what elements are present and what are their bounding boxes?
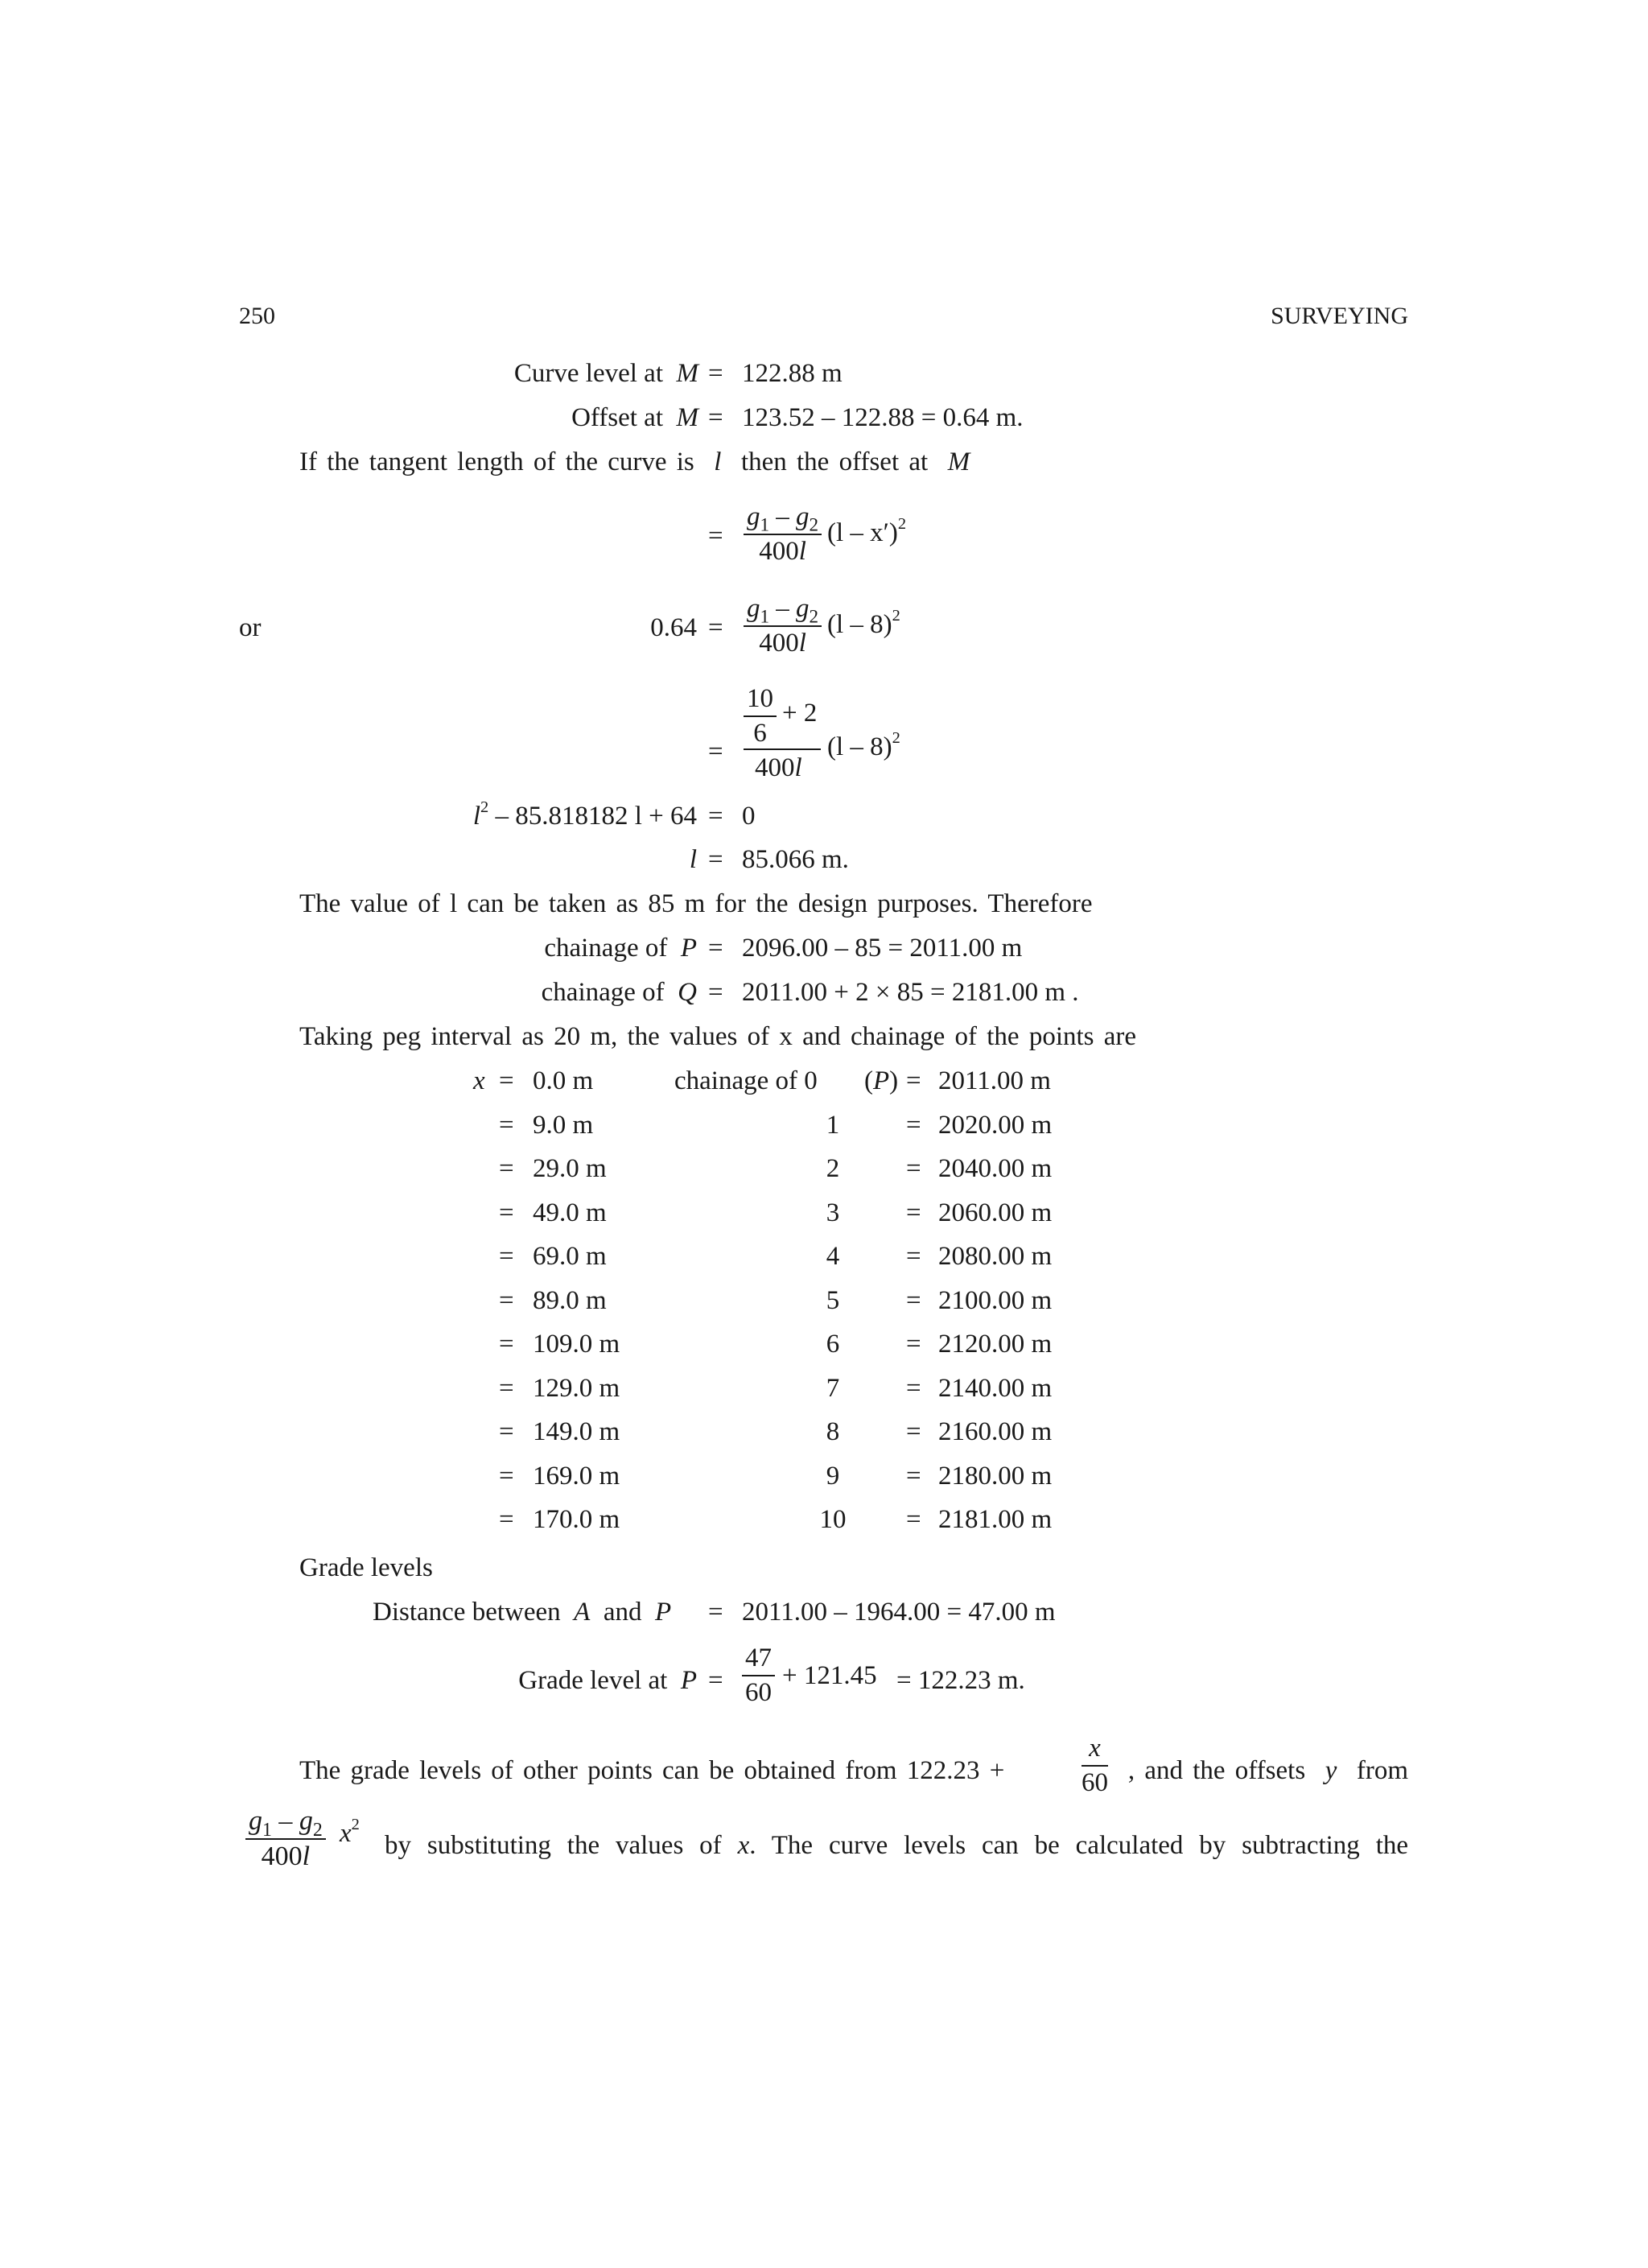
lhs-064: 0.64 xyxy=(650,613,697,642)
plus-two: + 2 xyxy=(782,699,818,728)
peg-x-value: 109.0 m xyxy=(533,1330,620,1359)
peg-point: 4 xyxy=(826,1242,840,1271)
peg-point: 5 xyxy=(826,1286,840,1315)
peg-point: 7 xyxy=(826,1374,840,1403)
factor-l-minus-8: (l – 8)$^2$ xyxy=(827,728,900,761)
peg-point: 3 xyxy=(826,1198,840,1227)
offset-value: 123.52 – 122.88 = 0.64 m. xyxy=(742,403,1024,432)
offset-label: Offset at M xyxy=(571,403,698,432)
factor-l-minus-8: (l – 8)$^2$ xyxy=(827,606,900,639)
tangent-intro: If the tangent length of the curve is l then the offset at M xyxy=(299,447,970,476)
plus-121-45: + 121.45 xyxy=(782,1661,877,1690)
eq-sign: = xyxy=(499,1154,514,1183)
peg-chainage-value: 2120.00 m xyxy=(938,1330,1053,1359)
eq-sign: = xyxy=(708,845,723,874)
page-number: 250 xyxy=(239,303,275,329)
paragraph-line-1: The grade levels of other points can be obtained from 122.23 + xyxy=(299,1756,1005,1785)
peg-x-value: 69.0 m xyxy=(533,1242,607,1271)
l-value: 85.066 m. xyxy=(742,845,849,874)
peg-point: (P) xyxy=(864,1066,899,1095)
peg-point: 1 xyxy=(826,1111,840,1140)
eq-sign: = xyxy=(499,1330,514,1359)
peg-chainage-value: 2140.00 m xyxy=(938,1374,1053,1403)
peg-point: 10 xyxy=(819,1505,847,1534)
chainage-P-value: 2096.00 – 85 = 2011.00 m xyxy=(742,934,1023,963)
peg-x-value: 149.0 m xyxy=(533,1417,620,1446)
ten-sixths: $\frac{10}{6}$ xyxy=(744,686,777,747)
eq-sign: = xyxy=(708,359,723,388)
peg-chainage-value: 2180.00 m xyxy=(938,1462,1053,1491)
curve-level-value: 122.88 m xyxy=(742,359,843,388)
eq-sign: = xyxy=(708,737,723,766)
eq-sign: = xyxy=(708,403,723,432)
eq-sign: = xyxy=(906,1066,921,1095)
paragraph-line-1-end: , and the offsets y from xyxy=(1127,1756,1408,1785)
eq-sign: = xyxy=(708,1598,723,1627)
quadratic-rhs: 0 xyxy=(742,802,756,831)
eq-sign: = xyxy=(708,978,723,1007)
formula-fraction: $\frac{g_1 - g_2}{400l}$ xyxy=(744,504,822,565)
or-label: or xyxy=(239,613,262,642)
chainage-Q-value: 2011.00 + 2 × 85 = 2181.00 m . xyxy=(742,978,1079,1007)
design-text: The value of l can be taken as 85 m for the design purposes. Therefore xyxy=(299,889,1093,918)
eq-sign: = xyxy=(906,1417,921,1446)
peg-point: 2 xyxy=(826,1154,840,1183)
peg-x-value: 170.0 m xyxy=(533,1505,620,1534)
peg-point: 8 xyxy=(826,1417,840,1446)
peg-x-value: 129.0 m xyxy=(533,1374,620,1403)
eq-sign: = xyxy=(499,1286,514,1315)
grade-at-P-value: = 122.23 m. xyxy=(896,1666,1025,1695)
eq-sign: = xyxy=(906,1462,921,1491)
eq-sign: = xyxy=(708,613,723,642)
peg-chainage-value: 2020.00 m xyxy=(938,1111,1053,1140)
eq-sign: = xyxy=(499,1066,514,1095)
grade-at-P-label: Grade level at P xyxy=(518,1666,697,1695)
peg-x-value: 169.0 m xyxy=(533,1462,620,1491)
x-symbol: x xyxy=(473,1066,485,1095)
peg-chainage-value: 2060.00 m xyxy=(938,1198,1053,1227)
peg-x-value: 0.0 m xyxy=(533,1066,594,1095)
peg-x-value: 49.0 m xyxy=(533,1198,607,1227)
eq-sign: = xyxy=(499,1111,514,1140)
eq-sign: = xyxy=(499,1417,514,1446)
fraction-47-60: $\frac{47}{60}$ xyxy=(742,1645,775,1706)
peg-chainage-value: 2181.00 m xyxy=(938,1505,1053,1534)
eq-sign: = xyxy=(906,1505,921,1534)
eq-sign: = xyxy=(906,1242,921,1271)
eq-sign: = xyxy=(906,1154,921,1183)
paragraph-line-2: by substituting the values of x. The curve levels can be calculated by subtracting the xyxy=(385,1831,1409,1860)
peg-point: 9 xyxy=(826,1462,840,1491)
factor-l-minus-xprime: (l – x′)$^2$ xyxy=(827,514,907,547)
fraction-x-60: $\frac{x}{60}$ xyxy=(1082,1734,1108,1797)
eq-sign: = xyxy=(906,1374,921,1403)
chainage-P-label: chainage of P xyxy=(544,934,697,963)
running-title: SURVEYING xyxy=(1271,303,1408,329)
eq-sign: = xyxy=(499,1198,514,1227)
peg-chainage-value: 2040.00 m xyxy=(938,1154,1053,1183)
l-label: l xyxy=(689,845,697,874)
eq-sign: = xyxy=(906,1111,921,1140)
grade-levels-heading: Grade levels xyxy=(299,1553,433,1582)
chainage-Q-label: chainage of Q xyxy=(541,978,697,1007)
formula-fraction: $\frac{g_1 - g_2}{400l}$ xyxy=(744,596,822,657)
peg-chainage-value: 2080.00 m xyxy=(938,1242,1053,1271)
peg-chainage-value: 2160.00 m xyxy=(938,1417,1053,1446)
quadratic-lhs: $l^2 - 85.818182$ l + 64 xyxy=(472,798,697,831)
distance-label: Distance between A and P xyxy=(373,1598,672,1627)
eq-sign: = xyxy=(708,522,723,551)
eq-sign: = xyxy=(499,1374,514,1403)
peg-x-value: 29.0 m xyxy=(533,1154,607,1183)
eq-sign: = xyxy=(906,1198,921,1227)
eq-sign: = xyxy=(906,1286,921,1315)
compound-fraction: $\frac{10}{6}$ + 2 400l xyxy=(744,686,821,781)
eq-sign: = xyxy=(906,1330,921,1359)
eq-sign: = xyxy=(499,1505,514,1534)
eq-sign: = xyxy=(499,1462,514,1491)
peg-text: Taking peg interval as 20 m, the values of x and chainage of the points are xyxy=(299,1022,1137,1051)
peg-x-value: 9.0 m xyxy=(533,1111,594,1140)
peg-chainage-value: 2011.00 m xyxy=(938,1066,1051,1095)
x-squared: $x^2$ xyxy=(340,1815,360,1848)
eq-sign: = xyxy=(708,802,723,831)
eq-sign: = xyxy=(499,1242,514,1271)
peg-x-value: 89.0 m xyxy=(533,1286,607,1315)
peg-chainage-value: 2100.00 m xyxy=(938,1286,1053,1315)
eq-sign: = xyxy=(708,1666,723,1695)
chainage-of-0-label: chainage of 0 xyxy=(674,1066,818,1095)
peg-point: 6 xyxy=(826,1330,840,1359)
distance-value: 2011.00 – 1964.00 = 47.00 m xyxy=(742,1598,1056,1627)
formula-fraction: $\frac{g_1 - g_2}{400l}$ xyxy=(245,1808,326,1870)
curve-level-label: Curve level at M xyxy=(513,359,698,388)
eq-sign: = xyxy=(708,934,723,963)
